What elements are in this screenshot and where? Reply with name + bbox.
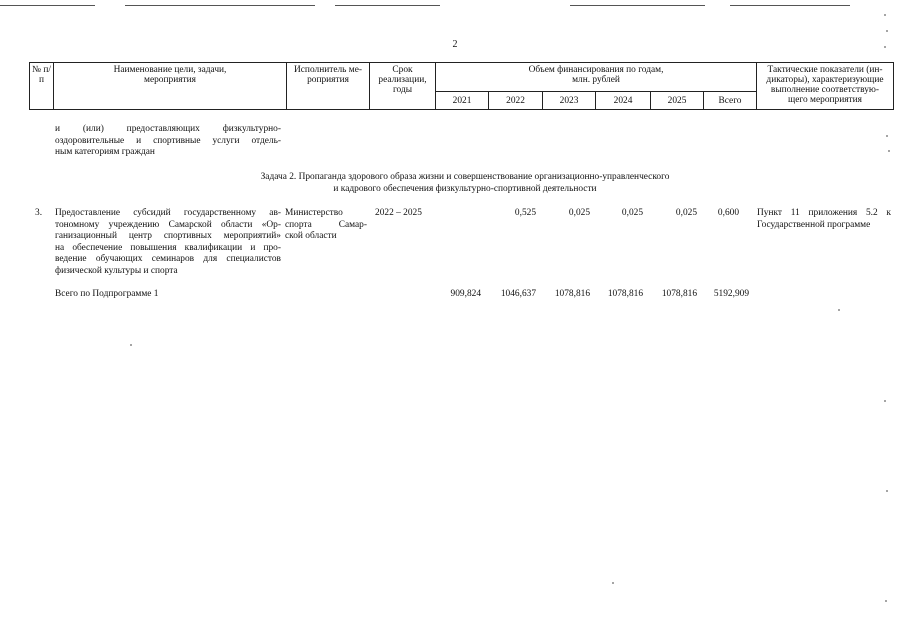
row-3-number: 3. (35, 208, 43, 218)
scan-speck (884, 400, 886, 402)
row-3-name-line: физической культуры и спорта (55, 265, 178, 276)
task-2-line: и кадрового обеспечения физкультурно-спортивной деятельности (333, 183, 597, 194)
header-indicators-line: щего мероприятия (788, 95, 862, 105)
row-3-executor (285, 208, 367, 243)
carry-over-text (55, 124, 281, 159)
header-term-line: годы (392, 85, 413, 95)
row-3-value-2025: 0,025 (675, 208, 697, 218)
scan-speck (838, 309, 840, 311)
total-value-2021: 909,824 (450, 289, 481, 299)
header-year-2021: 2021 (436, 92, 489, 110)
row-3-executor-line: Министерство (285, 208, 343, 218)
row-3-indicator (757, 208, 891, 231)
row-3-indicator-line: Государственной программе (757, 219, 871, 230)
row-3-name-line: ведение обучающих семинаров для специалистов (55, 254, 281, 264)
header-executor-line: Исполнитель ме- (294, 65, 362, 75)
top-rule (730, 5, 850, 6)
header-year-2022: 2022 (489, 92, 543, 110)
header-name-cell (54, 63, 287, 110)
row-3-name-line: тономному учреждению Самарской области «Ор- (55, 219, 281, 230)
scan-speck (884, 46, 886, 48)
top-rule (125, 5, 315, 6)
row-3-indicator-line: Пункт 11 приложения 5.2 к (757, 208, 891, 218)
header-indicators-cell (757, 63, 894, 110)
total-value-2022: 1046,637 (500, 289, 536, 299)
total-value-2024: 1078,816 (607, 289, 643, 299)
row-3-name (55, 208, 281, 277)
page-number: 2 (452, 39, 458, 50)
scan-speck (885, 600, 887, 602)
top-rule (0, 5, 95, 6)
header-indicators-line: дикаторы), характеризующие (766, 75, 884, 85)
carry-line: ным категориям граждан (55, 147, 155, 157)
header-executor-cell (287, 63, 370, 110)
row-3-name-line: ганизационный центр спортивных мероприятий» (55, 231, 281, 241)
total-value-2025: 1078,816 (661, 289, 697, 299)
header-year-2024: 2024 (596, 92, 651, 110)
table-header (29, 62, 894, 110)
header-num: № п/п (32, 65, 51, 85)
header-year-2023: 2023 (543, 92, 596, 110)
header-name-line: Наименование цели, задачи, (113, 65, 227, 75)
row-3-term: 2022 – 2025 (375, 208, 422, 218)
scan-speck (888, 150, 890, 152)
header-term-line: Срок (392, 65, 413, 75)
total-label: Всего по Подпрограмме 1 (55, 289, 159, 299)
scan-speck (886, 490, 888, 492)
header-executor-line: роприятия (307, 75, 349, 85)
row-3-value-2022: 0,525 (514, 208, 536, 218)
header-name-line: мероприятия (144, 75, 196, 85)
row-3-value-2024: 0,025 (621, 208, 643, 218)
row-3-executor-line: спорта Самар- (285, 219, 367, 230)
header-financing-line: млн. рублей (572, 75, 620, 85)
top-rule (570, 5, 705, 6)
top-rule (335, 5, 440, 6)
header-term-line: реализации, (378, 75, 427, 85)
scan-speck (612, 582, 614, 584)
header-indicators-line: выполнение соответствую- (770, 85, 880, 95)
header-indicators-line: Тактические показатели (ин- (767, 65, 883, 75)
scan-speck (130, 344, 132, 346)
header-financing-cell (436, 63, 757, 92)
row-3-executor-line: ской области (285, 231, 337, 241)
header-num-cell (30, 63, 54, 110)
task-2-heading (200, 172, 730, 195)
carry-line: и (или) предоставляющих физкультурно- (55, 124, 281, 134)
task-2-line: Задача 2. Пропаганда здорового образа жизни и совершенствование организационно-управленческого (260, 172, 670, 182)
scan-speck (886, 135, 888, 137)
total-value-total: 5192,909 (713, 289, 749, 299)
header-year-total: Всего (704, 92, 757, 110)
row-3-name-line: Предоставление субсидий государственному ав- (55, 208, 281, 218)
row-3-name-line: на обеспечение повышения квалификации и про- (55, 242, 281, 253)
scan-speck (886, 30, 888, 32)
row-3-value-total: 0,600 (717, 208, 739, 218)
scan-speck (884, 14, 886, 16)
total-value-2023: 1078,816 (554, 289, 590, 299)
header-financing-line: Объем финансирования по годам, (528, 65, 664, 75)
carry-line: оздоровительные и спортивные услуги отдель- (55, 135, 281, 146)
header-year-2025: 2025 (651, 92, 704, 110)
header-term-cell (370, 63, 436, 110)
row-3-value-2023: 0,025 (568, 208, 590, 218)
